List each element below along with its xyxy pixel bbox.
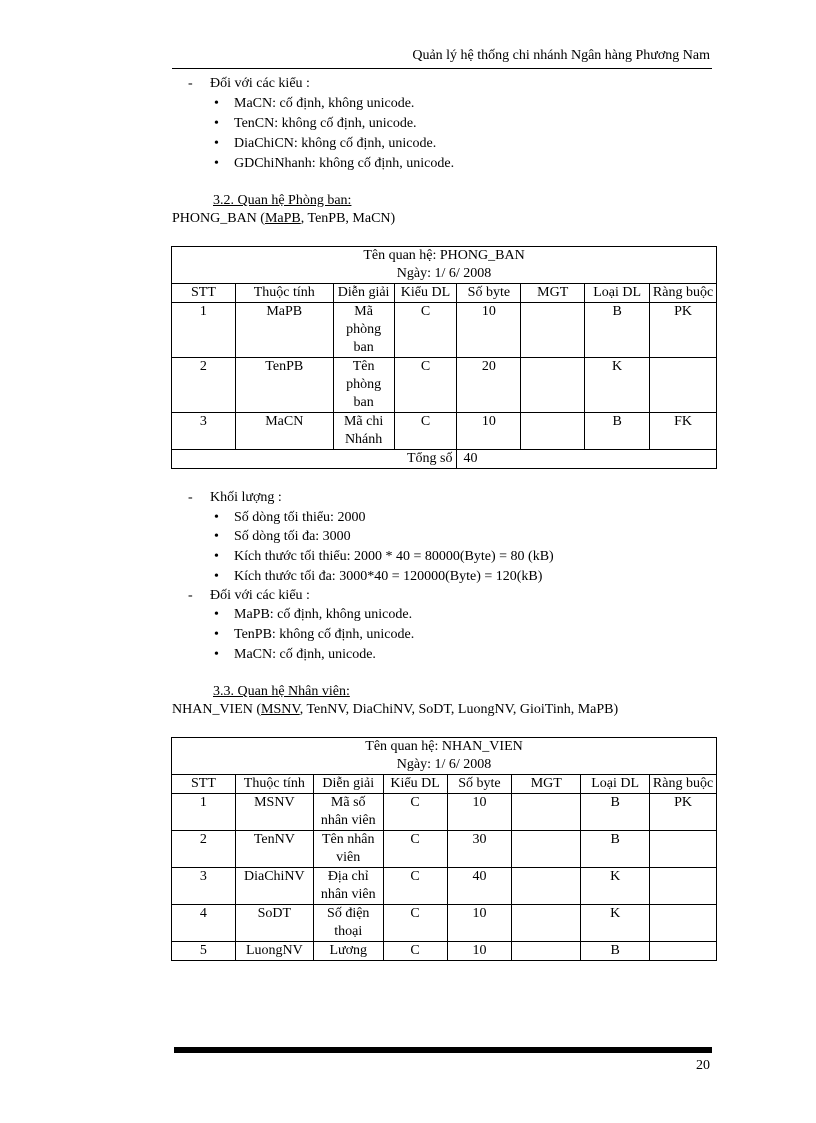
volume-heading: - Khối lượng : (188, 490, 282, 505)
table-row: 3 MaCN Mã chi Nhánh C 10 B FK (172, 413, 717, 450)
table-row: 2 TenNV Tên nhân viên C 30 B (172, 831, 717, 868)
section-32-relation: PHONG_BAN (MaPB, TenPB, MaCN) (172, 211, 396, 226)
table-header-row: STT Thuộc tính Diễn giải Kiểu DL Số byte MGT Loại DL Ràng buộc (172, 284, 717, 303)
table-title: Tên quan hệ: NHAN_VIEN Ngày: 1/ 6/ 2008 (172, 738, 717, 775)
table-row: 1 MaPB Mã phòng ban C 10 B PK (172, 303, 717, 358)
section-33-heading: 3.3. Quan hệ Nhân viên: (213, 684, 350, 699)
table-total-row: Tổng số 40 (172, 450, 717, 469)
pb-type-item: • MaCN: cố định, unicode. (214, 647, 376, 662)
branch-type-item: • TenCN: không cố định, unicode. (214, 116, 417, 131)
table-row: 4 SoDT Số điện thoại C 10 K (172, 905, 717, 942)
volume-item: • Kích thước tối thiểu: 2000 * 40 = 80000(Byte) = 80 (kB) (214, 549, 554, 564)
volume-item: • Số dòng tối đa: 3000 (214, 529, 351, 544)
table-title: Tên quan hệ: PHONG_BAN Ngày: 1/ 6/ 2008 (172, 247, 717, 284)
pb-types-heading: - Đối với các kiểu : (188, 588, 310, 603)
phong-ban-table (171, 246, 717, 469)
pb-type-item: • MaPB: cố định, không unicode. (214, 607, 413, 622)
volume-item: • Số dòng tối thiểu: 2000 (214, 510, 366, 525)
branch-type-item: • MaCN: cố định, không unicode. (214, 96, 415, 111)
table-row: 5 LuongNV Lương C 10 B (172, 942, 717, 961)
volume-item: • Kích thước tối đa: 3000*40 = 120000(Byte) = 120(kB) (214, 569, 543, 584)
table-row: 2 TenPB Tên phòng ban C 20 K (172, 358, 717, 413)
table-row: 3 DiaChiNV Địa chỉ nhân viên C 40 K (172, 868, 717, 905)
section-32-heading: 3.2. Quan hệ Phòng ban: (213, 193, 352, 208)
nhan-vien-table (171, 737, 717, 961)
pb-type-item: • TenPB: không cố định, unicode. (214, 627, 415, 642)
page-number: 20 (696, 1058, 710, 1073)
header-title: Quản lý hệ thống chi nhánh Ngân hàng Phương Nam (412, 48, 710, 63)
table-header-row: STT Thuộc tính Diễn giải Kiểu DL Số byte MGT Loại DL Ràng buộc (172, 775, 717, 794)
branch-type-item: • DiaChiCN: không cố định, unicode. (214, 136, 437, 151)
section-33-relation: NHAN_VIEN (MSNV, TenNV, DiaChiNV, SoDT, LuongNV, GioiTinh, MaPB) (172, 702, 619, 717)
table-row: 1 MSNV Mã số nhân viên C 10 B PK (172, 794, 717, 831)
header-rule (172, 68, 712, 69)
footer-rule (174, 1047, 712, 1053)
branch-types-heading: - Đối với các kiểu : (188, 76, 310, 91)
branch-type-item: • GDChiNhanh: không cố định, unicode. (214, 156, 455, 171)
